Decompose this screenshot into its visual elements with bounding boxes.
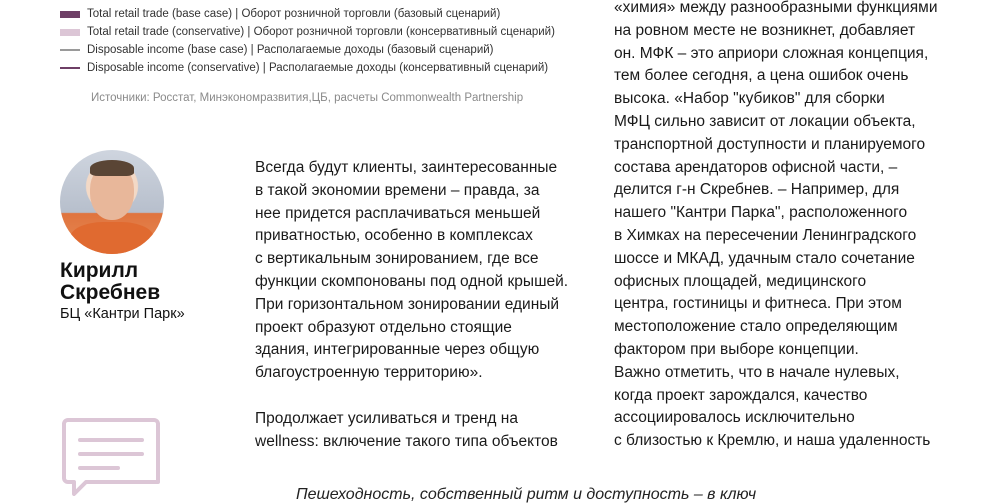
text-line: Важно отметить, что в начале нулевых, (614, 363, 900, 381)
avatar (60, 150, 164, 254)
chat-bubble-icon (62, 416, 162, 496)
legend-label-retail-base: Total retail trade (base case) | Оборот розничной торговли (базовый сценарий) (87, 8, 501, 20)
text-line: приватностью, особенно в комплексах (255, 227, 533, 245)
avatar-shirt (70, 222, 154, 254)
text-line: когда проект зарождался, качество (614, 386, 868, 404)
text-line: местоположение стало определяющим (614, 318, 898, 336)
text-line: транспортной доступности и планируемого (614, 135, 926, 153)
legend-item-retail-conservative (60, 23, 600, 41)
paragraph-gap (255, 385, 568, 408)
text-line: ассоциировалось исключительно (614, 409, 855, 427)
text-line: здания, интегрированные через общую (255, 341, 540, 359)
legend-swatch-retail-base (60, 11, 80, 18)
text-line: в такой экономии времени – правда, за (255, 181, 540, 199)
text-line: нашего "Кантри Парка", расположенного (614, 204, 908, 222)
legend-item-retail-base (60, 5, 600, 23)
person-last-name: Скребнев (60, 281, 161, 304)
text-line: Продолжает усиливаться и тренд на (255, 409, 518, 427)
legend-label-income-base: Disposable income (base case) | Располагаемые доходы (базовый сценарий) (87, 44, 494, 56)
middle-column (255, 157, 568, 453)
chart-sources: Источники: Росстат, Минэкономразвития,ЦБ, расчеты Commonwealth Partnership (91, 92, 524, 104)
text-line: Всегда будут клиенты, заинтересованные (255, 159, 558, 176)
legend-swatch-retail-conservative (60, 29, 80, 36)
text-line: высока. «Набор "кубиков" для сборки (614, 90, 885, 108)
text-line: центра, гостиницы и фитнеса. При этом (614, 295, 902, 313)
pull-quote: Пешеходность, собственный ритм и доступность – в ключ (296, 486, 757, 503)
text-line: делится г-н Скребнев. – Например, для (614, 181, 900, 199)
text-line: с близостью к Кремлю, и наша удаленность (614, 432, 931, 450)
text-line: благоустроенную территорию». (255, 364, 483, 382)
avatar-hair (90, 160, 134, 176)
text-line: «химия» между разнообразными функциями (614, 0, 938, 16)
legend-swatch-income-conservative (60, 67, 80, 69)
text-line: шоссе и МКАД, удачным стало сочетание (614, 249, 915, 267)
text-line: При горизонтальном зонировании единый (255, 295, 560, 313)
legend-label-income-conservative: Disposable income (conservative) | Располагаемые доходы (консервативный сценарий) (87, 62, 549, 74)
text-line: фактором при выборе концепции. (614, 340, 859, 358)
person-company: БЦ «Кантри Парк» (60, 306, 185, 322)
text-line: wellness: включение такого типа объектов (255, 432, 558, 450)
text-line: на ровном месте не возникнет, добавляет (614, 21, 916, 39)
text-line: он. МФК – это априори сложная концепция, (614, 44, 929, 62)
text-line: проект образуют отдельно стоящие (255, 318, 512, 336)
text-line: состава арендаторов офисной части, – (614, 158, 898, 176)
text-line: с вертикальным зонированием, где все (255, 250, 539, 268)
text-line: в Химках на пересечении Ленинградского (614, 226, 917, 244)
chart-legend (60, 5, 600, 77)
person-name (60, 260, 160, 304)
text-line: МФЦ сильно зависит от локации объекта, (614, 112, 916, 130)
text-line: тем более сегодня, а цена ошибок очень (614, 67, 909, 85)
right-column (614, 0, 938, 453)
text-line: офисных площадей, медицинского (614, 272, 867, 290)
legend-label-retail-conservative: Total retail trade (conservative) | Оборот розничной торговли (консервативный сценарий) (87, 26, 555, 38)
person-first-name: Кирилл (60, 259, 139, 282)
text-line: нее придется расплачиваться меньшей (255, 204, 541, 222)
legend-item-income-conservative (60, 59, 600, 77)
legend-swatch-income-base (60, 49, 80, 51)
legend-item-income-base (60, 41, 600, 59)
text-line: функции скомпонованы под одной крышей. (255, 272, 569, 290)
